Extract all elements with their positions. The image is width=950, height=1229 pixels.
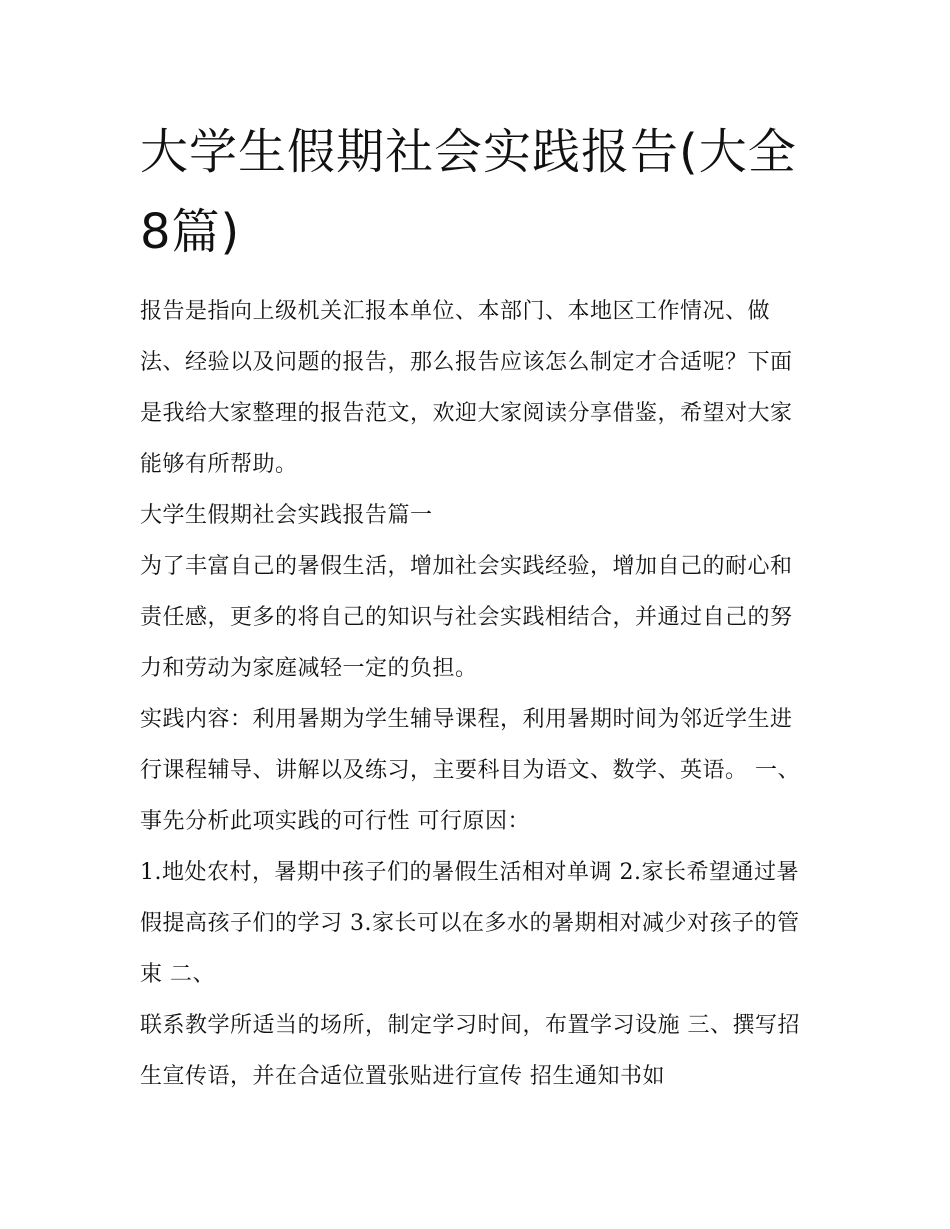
intro-paragraph: 报告是指向上级机关汇报本单位、本部门、本地区工作情况、做法、经验以及问题的报告，那么报告应该怎么制定才合适呢？下面是我给大家整理的报告范文，欢迎大家阅读分享借鉴，希望对大家能够有所帮助。 (140, 299, 793, 477)
body-paragraph: 联系教学所适当的场所，制定学习时间，布置学习设施 三、撰写招生宣传语，并在合适位置张贴进行宣传 招生通知书如 (140, 1013, 800, 1089)
body-paragraph: 为了丰富自己的暑假生活，增加社会实践经验，增加自己的耐心和责任感，更多的将自己的知识与社会实践相结合，并通过自己的努力和劳动为家庭减轻一定的负担。 (140, 554, 793, 681)
document-page (140, 112, 812, 1102)
section-heading: 大学生假期社会实践报告篇一 (140, 503, 433, 528)
body-paragraph: 1.地处农村，暑期中孩子们的暑假生活相对单调 2.家长希望通过暑假提高孩子们的学习 3.家长可以在多水的暑期相对减少对孩子的管束 二、 (140, 860, 800, 987)
body-paragraph: 实践内容：利用暑期为学生辅导课程，利用暑期时间为邻近学生进行课程辅导、讲解以及练习，主要科目为语文、数学、英语。 一、 事先分析此项实践的可行性 可行原因： (140, 707, 800, 834)
document-title: 大学生假期社会实践报告(大全8篇) (140, 124, 797, 260)
